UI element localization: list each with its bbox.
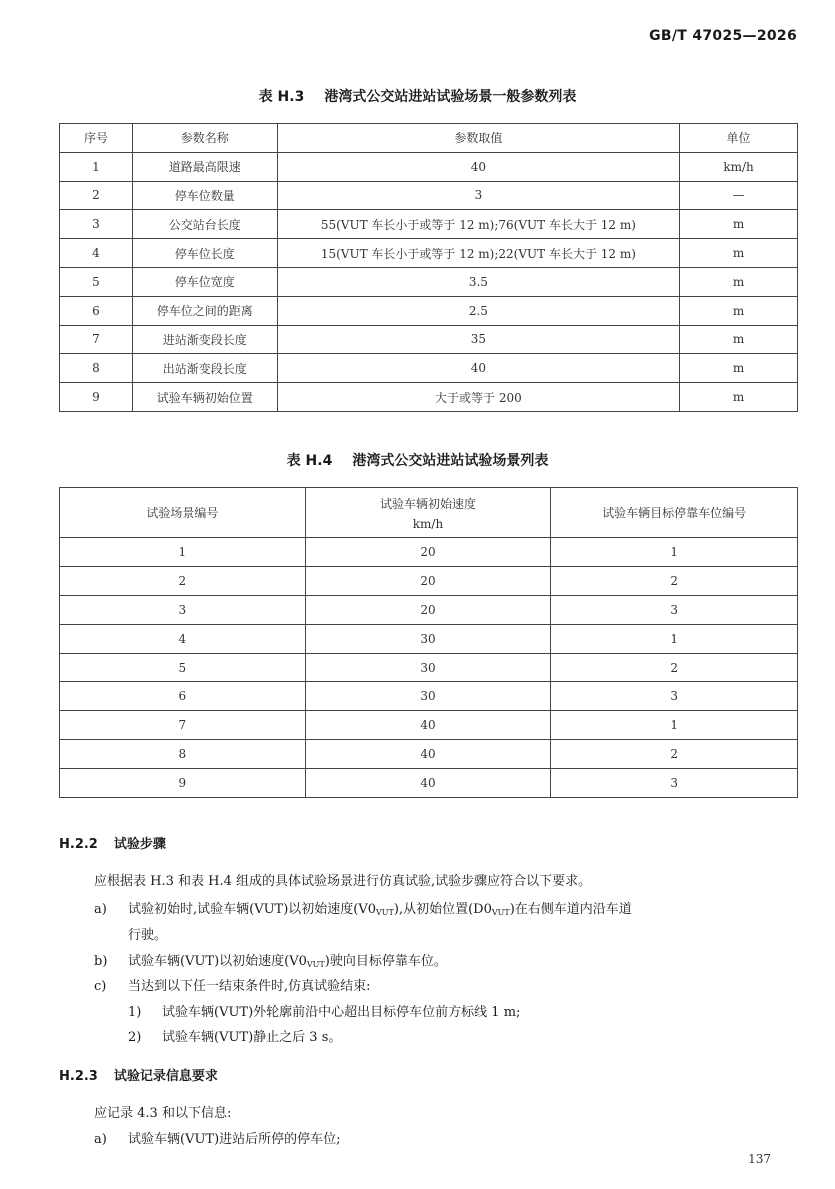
table-row (60, 325, 798, 354)
table-row (60, 152, 798, 181)
list-item-c2 (128, 1026, 341, 1045)
table-cell: 40 (305, 769, 551, 798)
list-label: a) (94, 902, 107, 917)
table-cell: 3.5 (277, 267, 679, 296)
table-cell: 2 (551, 653, 798, 682)
table-cell: 40 (277, 354, 679, 383)
table-h3-number: 表 H.3 (258, 89, 305, 105)
table-cell: 大于或等于 200 (277, 383, 679, 412)
table-cell: 道路最高限速 (132, 152, 277, 181)
table-cell: 9 (60, 769, 306, 798)
table-cell: 进站渐变段长度 (132, 325, 277, 354)
table-row (60, 624, 798, 653)
table-cell: 6 (60, 296, 133, 325)
subscript: VUT (306, 960, 325, 969)
text-run: 试验初始时,试验车辆(VUT)以初始速度(V0 (128, 902, 377, 917)
text-run: 试验车辆(VUT)外轮廓前沿中心超出目标停车位前方标线 1 m; (162, 1005, 521, 1020)
section-number: H.2.3 (59, 1069, 98, 1084)
table-cell: m (680, 354, 798, 383)
table-header-row (60, 488, 798, 538)
table-cell: 5 (60, 267, 133, 296)
table-cell: 5 (60, 653, 306, 682)
table-cell: 55(VUT 车长小于或等于 12 m);76(VUT 车长大于 12 m) (277, 210, 679, 239)
paragraph: 应根据表 H.3 和表 H.4 组成的具体试验场景进行仿真试验,试验步骤应符合以下要求。 (94, 874, 592, 889)
table-cell: 3 (551, 682, 798, 711)
header-cell (305, 488, 551, 538)
table-header-row (60, 124, 798, 153)
list-item-c1 (128, 1001, 520, 1020)
table-cell: 20 (305, 566, 551, 595)
table-row (60, 239, 798, 268)
table-cell: 2 (551, 566, 798, 595)
table-cell: 40 (277, 152, 679, 181)
table-row (60, 566, 798, 595)
table-cell: 20 (305, 538, 551, 567)
table-cell: m (680, 267, 798, 296)
table-row (60, 267, 798, 296)
header-cell: 试验场景编号 (60, 488, 306, 538)
table-cell: 30 (305, 624, 551, 653)
table-cell: m (680, 210, 798, 239)
table-cell: 2.5 (277, 296, 679, 325)
list-label: 1) (128, 1005, 142, 1020)
table-row (60, 595, 798, 624)
text-run: 试验车辆(VUT)静止之后 3 s。 (162, 1030, 342, 1045)
table-cell: 公交站台长度 (132, 210, 277, 239)
table-cell: — (680, 181, 798, 210)
section-title: 试验步骤 (113, 837, 166, 852)
table-cell: 试验车辆初始位置 (132, 383, 277, 412)
table-cell: 停车位之间的距离 (132, 296, 277, 325)
table-cell: 8 (60, 354, 133, 383)
text-run: )驶向目标停靠车位。 (324, 954, 447, 969)
section-h22-heading (59, 833, 166, 852)
paragraph: 应记录 4.3 和以下信息: (94, 1106, 232, 1121)
table-cell: 停车位数量 (132, 181, 277, 210)
table-cell: m (680, 296, 798, 325)
text-run: )在右侧车道内沿车道 (509, 902, 632, 917)
table-row (60, 769, 798, 798)
list-item-b (94, 950, 447, 969)
table-cell: 8 (60, 740, 306, 769)
table-cell: m (680, 383, 798, 412)
header-cell: 参数名称 (132, 124, 277, 153)
page-number: 137 (748, 1152, 771, 1166)
table-cell: 40 (305, 711, 551, 740)
list-label: c) (94, 979, 107, 994)
table-cell: 1 (60, 152, 133, 181)
table-row (60, 181, 798, 210)
section-h23-heading (59, 1065, 218, 1084)
table-cell: 1 (60, 538, 306, 567)
table-h4-number: 表 H.4 (286, 453, 333, 469)
table-cell: 1 (551, 538, 798, 567)
header-cell-unit: km/h (412, 516, 444, 531)
table-cell: 停车位长度 (132, 239, 277, 268)
list-item-c (94, 975, 371, 994)
table-cell: 7 (60, 325, 133, 354)
table-cell: 4 (60, 239, 133, 268)
list-label: 2) (128, 1030, 142, 1045)
section-number: H.2.2 (59, 837, 98, 852)
table-row (60, 711, 798, 740)
list-item-a (94, 1128, 341, 1147)
table-cell: 9 (60, 383, 133, 412)
table-cell: 停车位宽度 (132, 267, 277, 296)
table-cell: 20 (305, 595, 551, 624)
table-cell: 2 (60, 181, 133, 210)
table-cell: 1 (551, 624, 798, 653)
table-h3-caption (0, 86, 835, 106)
standard-code: GB/T 47025—2026 (649, 28, 797, 44)
table-row (60, 354, 798, 383)
header-cell-label: 试验车辆初始速度 (379, 496, 476, 511)
header-cell: 单位 (680, 124, 798, 153)
table-row (60, 538, 798, 567)
header-cell: 序号 (60, 124, 133, 153)
table-cell: 3 (551, 595, 798, 624)
list-label: b) (94, 954, 108, 969)
table-h4-title: 港湾式公交站进站试验场景列表 (352, 453, 549, 469)
table-cell: 2 (551, 740, 798, 769)
header-cell: 参数取值 (277, 124, 679, 153)
header-cell: 试验车辆目标停靠车位编号 (551, 488, 798, 538)
table-cell: 3 (60, 210, 133, 239)
text-run: ),从初始位置(D0 (393, 902, 492, 917)
text-run: 试验车辆(VUT)进站后所停的停车位; (128, 1132, 341, 1147)
table-cell: 出站渐变段长度 (132, 354, 277, 383)
table-cell: 40 (305, 740, 551, 769)
table-h3-title: 港湾式公交站进站试验场景一般参数列表 (324, 89, 577, 105)
subscript: VUT (376, 908, 394, 917)
table-cell: m (680, 239, 798, 268)
list-item-a-continued: 行驶。 (128, 928, 168, 943)
list-label: a) (94, 1132, 107, 1147)
table-cell: 7 (60, 711, 306, 740)
table-cell: 6 (60, 682, 306, 711)
text-run: 当达到以下任一结束条件时,仿真试验结束: (128, 979, 371, 994)
table-cell: 15(VUT 车长小于或等于 12 m);22(VUT 车长大于 12 m) (277, 239, 679, 268)
table-row (60, 682, 798, 711)
text-run: 试验车辆(VUT)以初始速度(V0 (128, 954, 307, 969)
table-row (60, 296, 798, 325)
table-row (60, 210, 798, 239)
table-h3 (59, 123, 798, 412)
table-cell: km/h (680, 152, 798, 181)
table-h4-caption (0, 450, 835, 470)
section-title: 试验记录信息要求 (113, 1069, 218, 1084)
table-h4 (59, 487, 798, 798)
table-cell: 30 (305, 682, 551, 711)
list-item-a (94, 898, 632, 917)
table-cell: 4 (60, 624, 306, 653)
table-cell: 3 (277, 181, 679, 210)
table-row (60, 383, 798, 412)
table-cell: m (680, 325, 798, 354)
table-cell: 3 (551, 769, 798, 798)
table-cell: 3 (60, 595, 306, 624)
table-row (60, 740, 798, 769)
table-cell: 35 (277, 325, 679, 354)
subscript: VUT (491, 908, 510, 917)
table-cell: 2 (60, 566, 306, 595)
table-row (60, 653, 798, 682)
table-cell: 1 (551, 711, 798, 740)
table-cell: 30 (305, 653, 551, 682)
